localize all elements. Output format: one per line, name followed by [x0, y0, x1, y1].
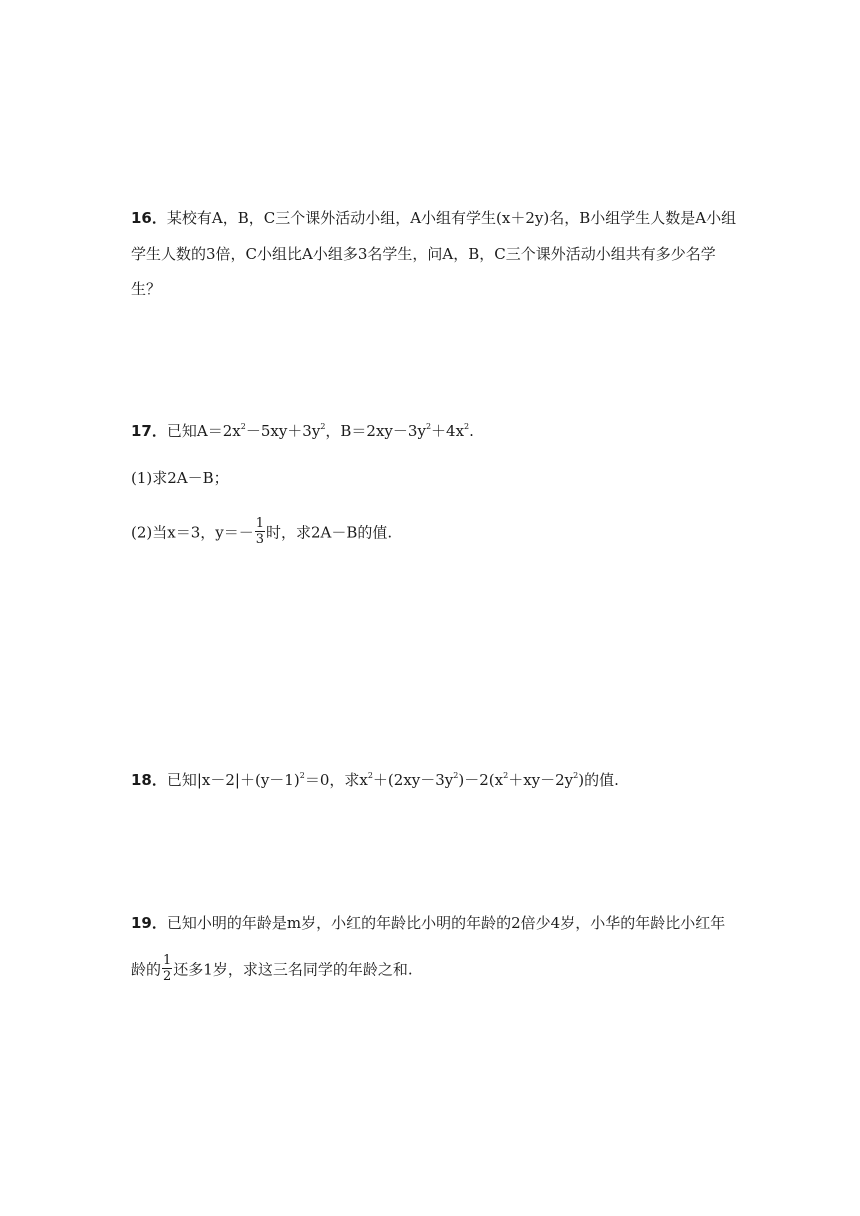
question-17-text: . [469, 422, 474, 440]
question-18-text: )的值. [578, 771, 619, 789]
question-18-text: ＋(2xy－3y [372, 771, 454, 789]
question-17-part-2-text: 时，求2A－B的值. [266, 523, 393, 542]
question-17-part-1-text: (1)求2A－B； [131, 469, 229, 487]
question-19-number: 19． [131, 914, 167, 932]
question-16-text-1: 某校有A，B，C三个课外活动小组，A小组有学生(x＋2y)名，B小组学生人数是A小组 [166, 209, 737, 227]
question-16-text-2: 学生人数的3倍，C小组比A小组多3名学生，问A，B，C三个课外活动小组共有多少名学 [131, 245, 716, 263]
fraction [255, 516, 265, 547]
question-19-text-2: 还多1岁，求这三名同学的年龄之和. [173, 960, 413, 979]
question-16-text-3: 生？ [131, 280, 162, 298]
exponent: 2 [573, 771, 579, 780]
exponent: 2 [453, 771, 459, 780]
question-19-text-1: 已知小明的年龄是m岁，小红的年龄比小明的年龄的2倍少4岁，小华的年龄比小红年 [166, 914, 726, 932]
exponent: 2 [503, 771, 509, 780]
question-17-part-2-text: (2)当x＝3，y＝－ [131, 523, 254, 542]
fraction-denominator: 3 [255, 532, 265, 547]
fraction-numerator: 1 [255, 516, 265, 531]
question-18-number: 18． [131, 771, 167, 789]
question-17-text: －5xy＋3y [245, 422, 321, 440]
question-19-text-2: 龄的 [131, 960, 162, 979]
question-17-number: 17． [131, 422, 167, 440]
exponent: 2 [367, 771, 373, 780]
question-17-part-2 [131, 518, 392, 549]
exponent: 2 [299, 771, 305, 780]
fraction-numerator: 1 [163, 953, 172, 968]
question-18-stem [131, 770, 619, 790]
exponent: 2 [425, 422, 432, 431]
fraction-denominator: 2 [163, 969, 172, 984]
fraction [162, 953, 172, 984]
question-17-text: ，B＝2xy－3y [325, 422, 426, 440]
question-17-part-1 [131, 468, 229, 488]
exponent: 2 [320, 422, 326, 431]
question-18-text: )－2(x [458, 771, 504, 789]
exponent: 2 [464, 422, 470, 431]
exponent: 2 [240, 422, 246, 431]
question-16-line-1 [131, 208, 736, 228]
question-18-text: ＋xy－2y [508, 771, 574, 789]
question-16-line-2 [131, 244, 716, 264]
question-19-line-1 [131, 913, 725, 933]
question-16-line-3 [131, 279, 161, 299]
question-18-text: 已知|x－2|＋(y－1) [166, 771, 300, 789]
question-19-line-2 [131, 955, 413, 986]
question-17-text: ＋4x [431, 422, 465, 440]
question-18-text: ＝0，求x [304, 771, 368, 789]
question-16-number: 16． [131, 209, 167, 227]
question-17-stem [131, 421, 474, 441]
question-17-text: 已知A＝2x [166, 422, 241, 440]
